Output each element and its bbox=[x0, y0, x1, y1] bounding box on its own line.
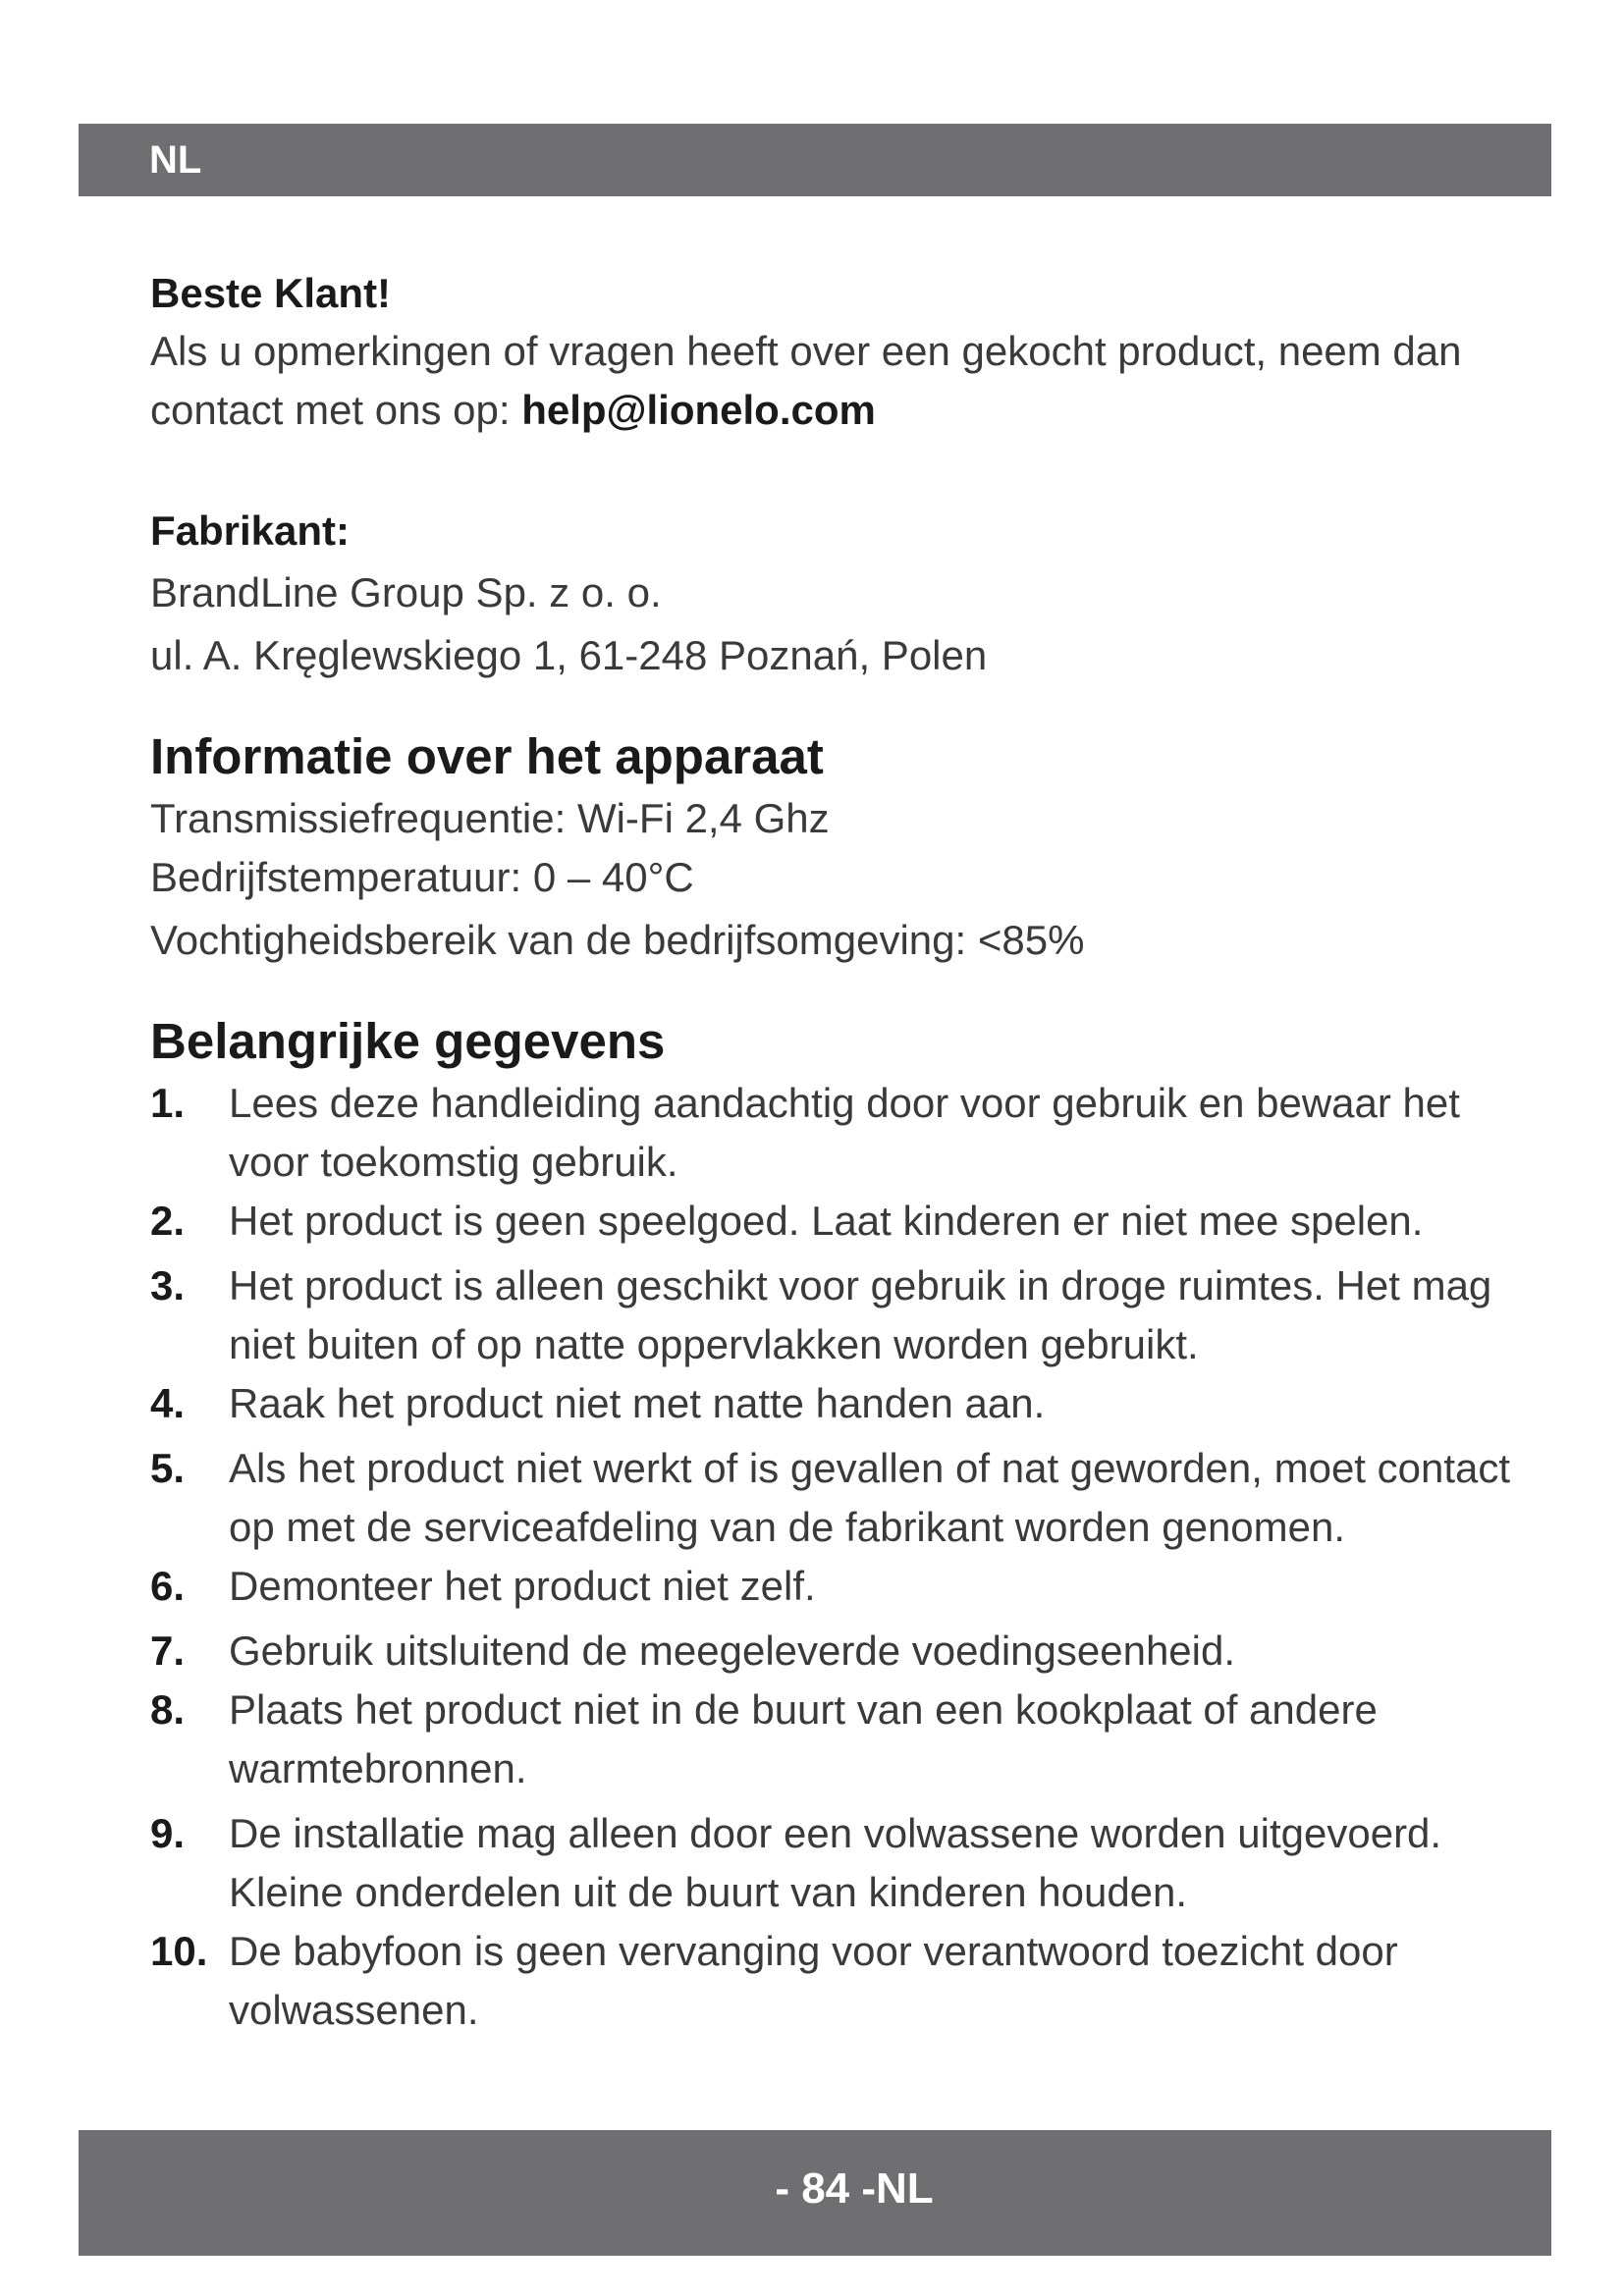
greeting-text bbox=[150, 322, 1525, 440]
item-text: Het product is alleen geschikt voor gebruik in droge ruimtes. Het mag niet buiten of op natte oppervlakken worden gebruikt. bbox=[229, 1262, 1492, 1367]
contact-email[interactable]: help@lionelo.com bbox=[521, 387, 876, 433]
item-text: Lees deze handleiding aandachtig door voor gebruik en bewaar het voor toekomstig gebruik. bbox=[229, 1080, 1460, 1185]
item-text: De installatie mag alleen door een volwassene worden uitgevoerd. Kleine onderdelen uit de buurt van kinderen houden. bbox=[229, 1810, 1442, 1915]
manufacturer-company: BrandLine Group Sp. z o. o. bbox=[150, 569, 662, 615]
item-number: 1. bbox=[150, 1080, 186, 1126]
item-number: 2. bbox=[150, 1198, 186, 1244]
item-number: 8. bbox=[150, 1686, 186, 1733]
list-item bbox=[150, 1374, 1525, 1433]
item-text: Plaats het product niet in de buurt van een kookplaat of andere warmtebronnen. bbox=[229, 1686, 1378, 1791]
item-number: 3. bbox=[150, 1262, 186, 1308]
list-item bbox=[150, 1256, 1525, 1374]
manufacturer-address: ul. A. Kręglewskiego 1, 61-248 Poznań, Polen bbox=[150, 632, 988, 678]
list-item bbox=[150, 1681, 1525, 1798]
list-item bbox=[150, 1922, 1525, 2040]
footer-bar bbox=[79, 2130, 1551, 2256]
item-text: De babyfoon is geen vervanging voor verantwoord toezicht door volwassenen. bbox=[229, 1928, 1398, 2033]
list-item bbox=[150, 1074, 1525, 1192]
item-number: 5. bbox=[150, 1445, 186, 1491]
device-info-line: Transmissiefrequentie: Wi-Fi 2,4 Ghz bbox=[150, 795, 830, 841]
manufacturer-label: Fabrikant: bbox=[150, 507, 351, 554]
list-item bbox=[150, 1804, 1525, 1922]
item-text: Gebruik uitsluitend de meegeleverde voedingseenheid. bbox=[229, 1628, 1236, 1674]
item-number: 9. bbox=[150, 1810, 186, 1856]
list-item bbox=[150, 1439, 1525, 1557]
important-list bbox=[150, 1074, 1525, 2040]
list-item bbox=[150, 1557, 1525, 1616]
header-bar bbox=[79, 124, 1551, 196]
item-text: Het product is geen speelgoed. Laat kinderen er niet mee spelen. bbox=[229, 1198, 1424, 1244]
greeting-body: Als u opmerkingen of vragen heeft over een gekocht product, neem dan contact met ons op: bbox=[150, 328, 1462, 433]
item-text: Demonteer het product niet zelf. bbox=[229, 1563, 816, 1609]
item-number: 4. bbox=[150, 1380, 186, 1426]
item-number: 7. bbox=[150, 1628, 186, 1674]
language-code: NL bbox=[149, 138, 202, 182]
device-info-line: Bedrijfstemperatuur: 0 – 40°C bbox=[150, 854, 694, 900]
item-text: Als het product niet werkt of is gevallen of nat geworden, moet contact op met de serviceafdeling van de fabrikant worden genomen. bbox=[229, 1445, 1511, 1550]
device-info-line: Vochtigheidsbereik van de bedrijfsomgeving: <85% bbox=[150, 917, 1085, 963]
page-content bbox=[150, 265, 1525, 2040]
list-item bbox=[150, 1192, 1525, 1251]
item-number: 6. bbox=[150, 1563, 186, 1609]
list-item bbox=[150, 1622, 1525, 1681]
item-text: Raak het product niet met natte handen aan. bbox=[229, 1380, 1046, 1426]
page-number: - 84 -NL bbox=[775, 2164, 934, 2213]
important-title: Belangrijke gegevens bbox=[150, 1013, 666, 1069]
device-info-title: Informatie over het apparaat bbox=[150, 728, 824, 784]
greeting-title: Beste Klant! bbox=[150, 270, 392, 316]
item-number: 10. bbox=[150, 1928, 208, 1974]
